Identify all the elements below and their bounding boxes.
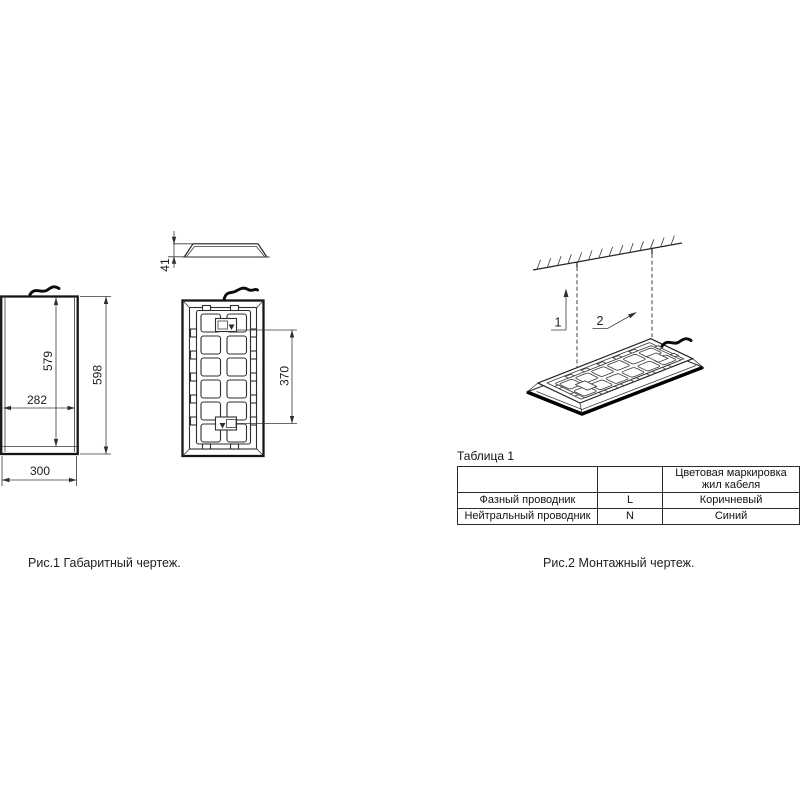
iso-luminaire bbox=[527, 339, 703, 414]
header-empty-1 bbox=[458, 467, 598, 493]
cable-squiggle-side bbox=[30, 287, 59, 295]
ceiling-line bbox=[533, 243, 682, 270]
figure2-caption: Рис.2 Монтажный чертеж. bbox=[543, 556, 695, 570]
header-empty-2 bbox=[597, 467, 662, 493]
conductor-code: L bbox=[597, 492, 662, 508]
table-header-row bbox=[458, 467, 800, 493]
callout2-arrowhead bbox=[628, 312, 637, 318]
conductor-color: Синий bbox=[663, 508, 800, 524]
suspension-anchor-ticks bbox=[577, 249, 652, 268]
mounting-clip-bottom bbox=[216, 417, 237, 430]
dim-370-label: 370 bbox=[277, 365, 292, 387]
callout-1-label: 1 bbox=[554, 315, 562, 330]
header-color-marking bbox=[663, 467, 800, 493]
dim-41-label: 41 bbox=[158, 258, 172, 272]
dim41-extension-lines bbox=[168, 244, 195, 257]
mounting-view bbox=[527, 236, 703, 414]
wire-marking-table bbox=[457, 466, 800, 525]
table-row bbox=[458, 492, 800, 508]
conductor-code: N bbox=[597, 508, 662, 524]
side-outline bbox=[1, 297, 78, 455]
conductor-color: Коричневый bbox=[663, 492, 800, 508]
dim-282-label: 282 bbox=[26, 393, 48, 407]
cable-squiggle-front bbox=[224, 288, 258, 300]
table-title: Таблица 1 bbox=[457, 449, 515, 463]
conductor-name: Нейтральный проводник bbox=[458, 508, 598, 524]
side-elevation-view bbox=[1, 287, 111, 486]
dim-598-label: 598 bbox=[90, 364, 105, 386]
cable-squiggle-iso bbox=[662, 339, 691, 346]
table-row bbox=[458, 508, 800, 524]
front-view bbox=[183, 288, 298, 456]
mounting-clip-top bbox=[216, 319, 237, 332]
dim-579-label: 579 bbox=[41, 350, 55, 372]
callout1-arrowhead bbox=[564, 289, 569, 298]
conductor-name: Фазный проводник bbox=[458, 492, 598, 508]
callout-2-label: 2 bbox=[596, 314, 604, 328]
profile-view bbox=[158, 231, 270, 272]
profile-outline bbox=[185, 244, 267, 257]
header-line2: жил кабеля bbox=[701, 479, 761, 492]
profile-inner-line bbox=[187, 247, 265, 257]
dim-300-label: 300 bbox=[29, 464, 51, 478]
ceiling-hatching bbox=[537, 236, 674, 270]
header-line1: Цветовая маркировка bbox=[675, 467, 787, 479]
figure1-caption: Рис.1 Габаритный чертеж. bbox=[28, 556, 181, 570]
